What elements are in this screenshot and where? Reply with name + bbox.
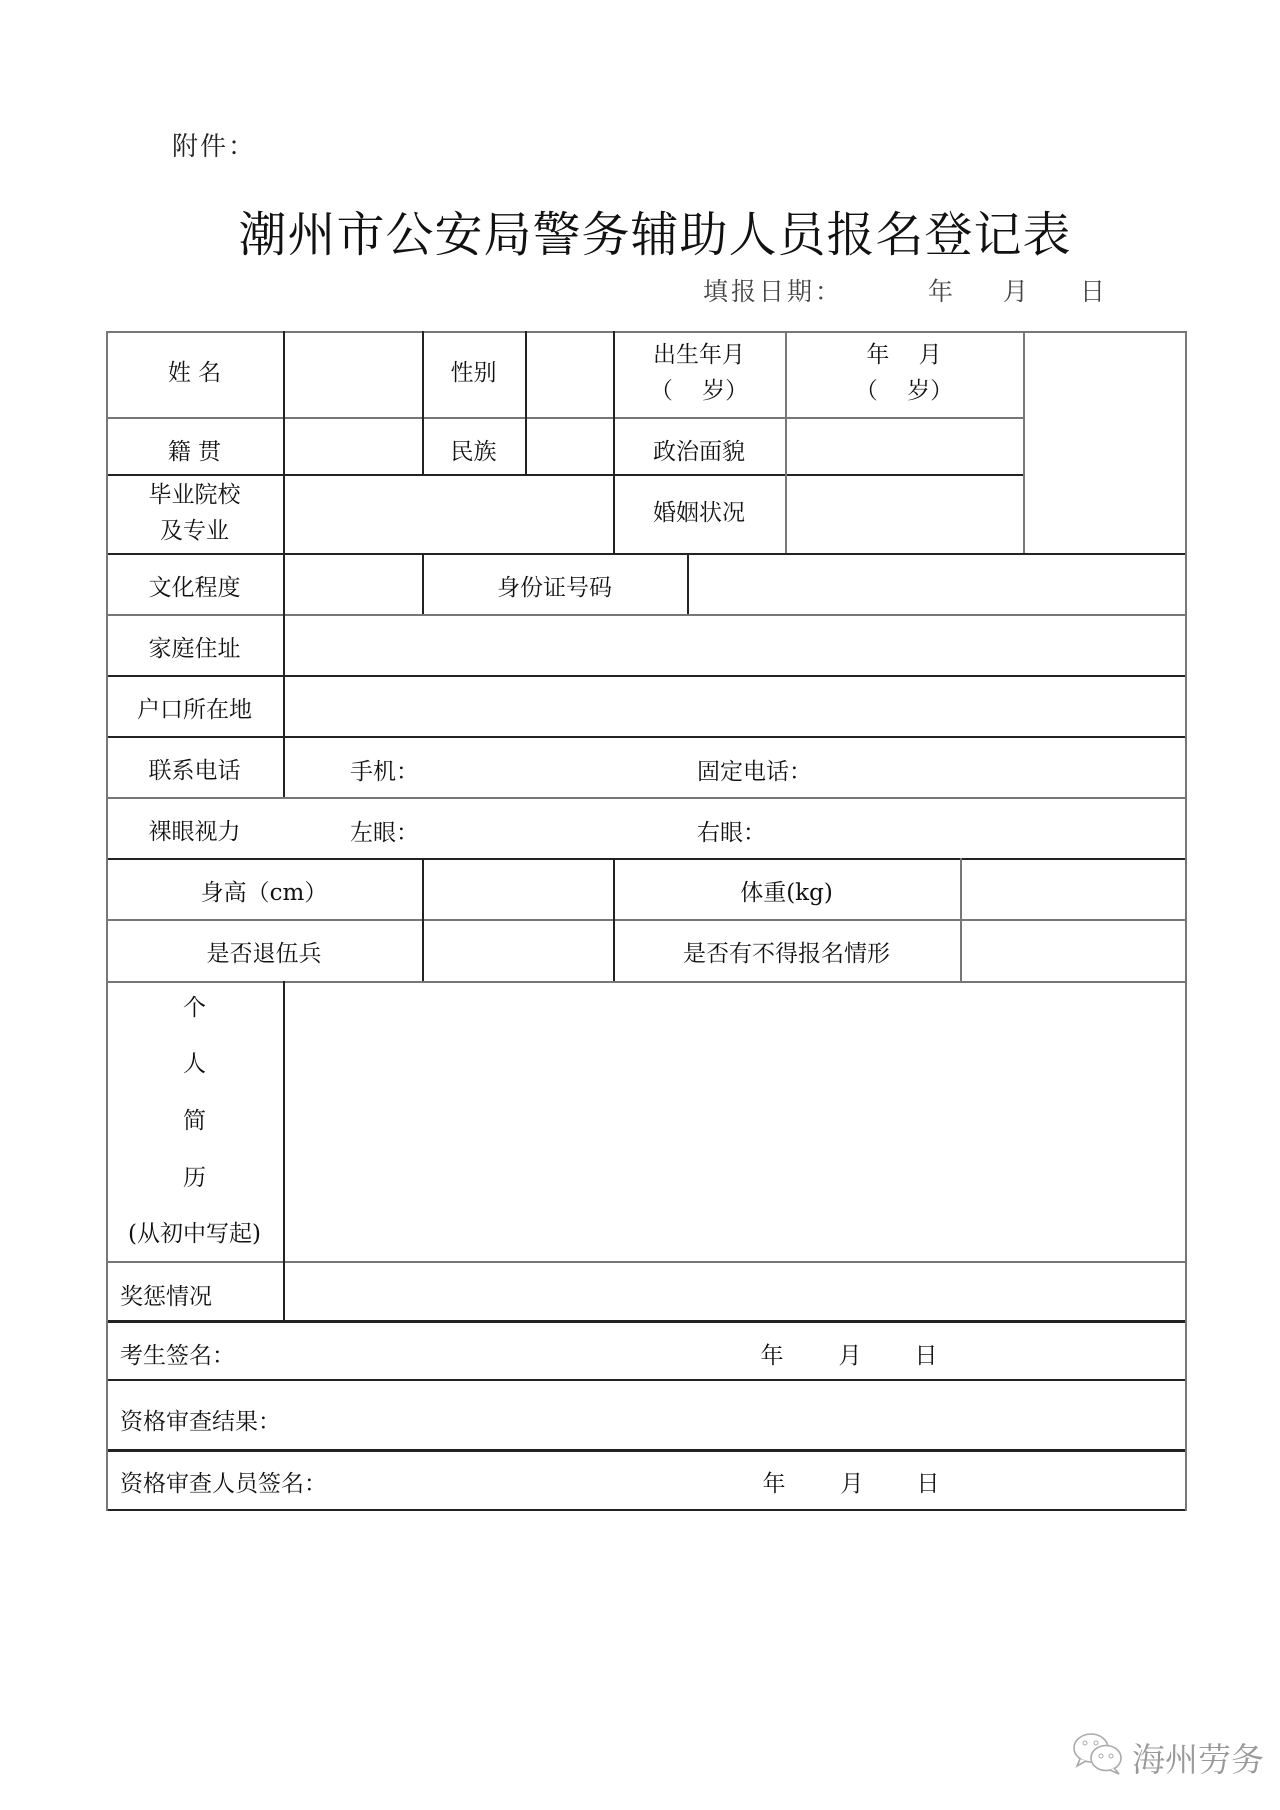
political-status-field[interactable] xyxy=(787,419,1022,474)
label-right-eye: 右眼： xyxy=(697,819,766,846)
candidate-sign-month: 月 xyxy=(838,1342,862,1369)
veteran-field[interactable] xyxy=(424,921,612,981)
review-result-field[interactable] xyxy=(106,1381,1185,1449)
photo-field[interactable] xyxy=(1025,333,1185,553)
reviewer-sign-day: 日 xyxy=(916,1470,940,1497)
label-birth-line2: （ 岁） xyxy=(649,378,749,404)
label-home-address: 家庭住址 xyxy=(148,635,241,662)
name-field[interactable] xyxy=(285,333,421,417)
label-resume-char: 个 xyxy=(183,994,206,1021)
fill-date-month: 月 xyxy=(1003,277,1032,306)
id-number-field[interactable] xyxy=(689,555,1185,614)
label-school-line2: 及专业 xyxy=(160,517,229,544)
weight-field[interactable] xyxy=(962,860,1185,919)
native-place-field[interactable] xyxy=(285,419,421,474)
label-phone: 联系电话 xyxy=(148,757,241,784)
birth-field[interactable] xyxy=(785,331,1023,417)
ethnicity-field[interactable] xyxy=(527,419,612,474)
label-name: 姓 名 xyxy=(167,360,222,387)
reviewer-sign-year: 年 xyxy=(762,1470,786,1497)
label-review-result: 资格审查结果： xyxy=(120,1409,281,1436)
label-veteran: 是否退伍兵 xyxy=(206,941,322,968)
label-rewards: 奖惩情况 xyxy=(120,1283,212,1310)
label-birth-line1: 出生年月 xyxy=(653,342,745,369)
right-eye-field[interactable] xyxy=(697,799,1177,858)
education-field[interactable] xyxy=(285,555,421,614)
label-resume-note: (从初中写起) xyxy=(128,1221,261,1248)
mobile-field[interactable] xyxy=(350,738,680,797)
label-resume-char: 人 xyxy=(183,1051,206,1078)
label-gender: 性别 xyxy=(450,360,497,387)
candidate-sign-day: 日 xyxy=(914,1342,938,1369)
label-resume-char: 历 xyxy=(183,1164,206,1191)
left-eye-field[interactable] xyxy=(350,799,680,858)
label-hukou: 户口所在地 xyxy=(137,696,252,723)
height-field[interactable] xyxy=(424,860,612,919)
table-border-bottom xyxy=(106,1509,1187,1511)
label-landline: 固定电话： xyxy=(697,758,812,785)
rewards-field[interactable] xyxy=(285,1263,1185,1320)
label-disqualify: 是否有不得报名情形 xyxy=(683,941,890,968)
attachment-label: 附件： xyxy=(172,132,257,162)
label-native-place: 籍 贯 xyxy=(167,438,222,465)
landline-field[interactable] xyxy=(697,738,1177,797)
candidate-sign-year: 年 xyxy=(760,1342,784,1369)
label-reviewer-signature: 资格审查人员签名： xyxy=(120,1470,327,1497)
label-vision: 裸眼视力 xyxy=(148,818,241,845)
reviewer-signature-field[interactable] xyxy=(106,1452,706,1509)
label-ethnicity: 民族 xyxy=(450,438,497,465)
label-mobile: 手机： xyxy=(350,758,419,785)
label-marital-status: 婚姻状况 xyxy=(653,499,745,526)
fill-date-label: 填报日期： xyxy=(703,277,844,306)
school-field[interactable] xyxy=(285,476,612,553)
disqualify-field[interactable] xyxy=(962,921,1185,981)
label-education: 文化程度 xyxy=(148,574,241,601)
label-resume xyxy=(106,981,283,1261)
wechat-icon xyxy=(1072,1731,1124,1783)
label-candidate-signature: 考生签名： xyxy=(120,1342,235,1369)
label-left-eye: 左眼： xyxy=(350,819,419,846)
table-border-right xyxy=(1185,331,1187,1511)
fill-date-year: 年 xyxy=(928,277,957,306)
label-birth xyxy=(613,331,785,417)
label-resume-char: 简 xyxy=(183,1108,206,1135)
birth-value-line1: 年 月 xyxy=(866,342,942,369)
label-id-number: 身份证号码 xyxy=(497,574,612,601)
home-address-field[interactable] xyxy=(285,616,1185,675)
resume-field[interactable] xyxy=(285,983,1185,1261)
hukou-field[interactable] xyxy=(285,677,1185,736)
label-weight: 体重(kg) xyxy=(740,879,833,906)
label-school xyxy=(106,474,283,553)
reviewer-sign-month: 月 xyxy=(840,1470,864,1497)
label-political-status: 政治面貌 xyxy=(653,438,745,465)
fill-date-day: 日 xyxy=(1080,277,1109,306)
candidate-signature-field[interactable] xyxy=(106,1322,706,1379)
label-height: 身高（cm） xyxy=(200,879,328,906)
marital-status-field[interactable] xyxy=(787,476,1022,553)
watermark-text: 海州劳务 xyxy=(1132,1739,1264,1779)
gender-field[interactable] xyxy=(527,333,612,417)
birth-value-line2: （ 岁） xyxy=(854,378,954,404)
watermark xyxy=(1072,1731,1264,1783)
page-title: 潮州市公安局警务辅助人员报名登记表 xyxy=(238,207,1072,263)
label-school-line1: 毕业院校 xyxy=(148,481,241,508)
